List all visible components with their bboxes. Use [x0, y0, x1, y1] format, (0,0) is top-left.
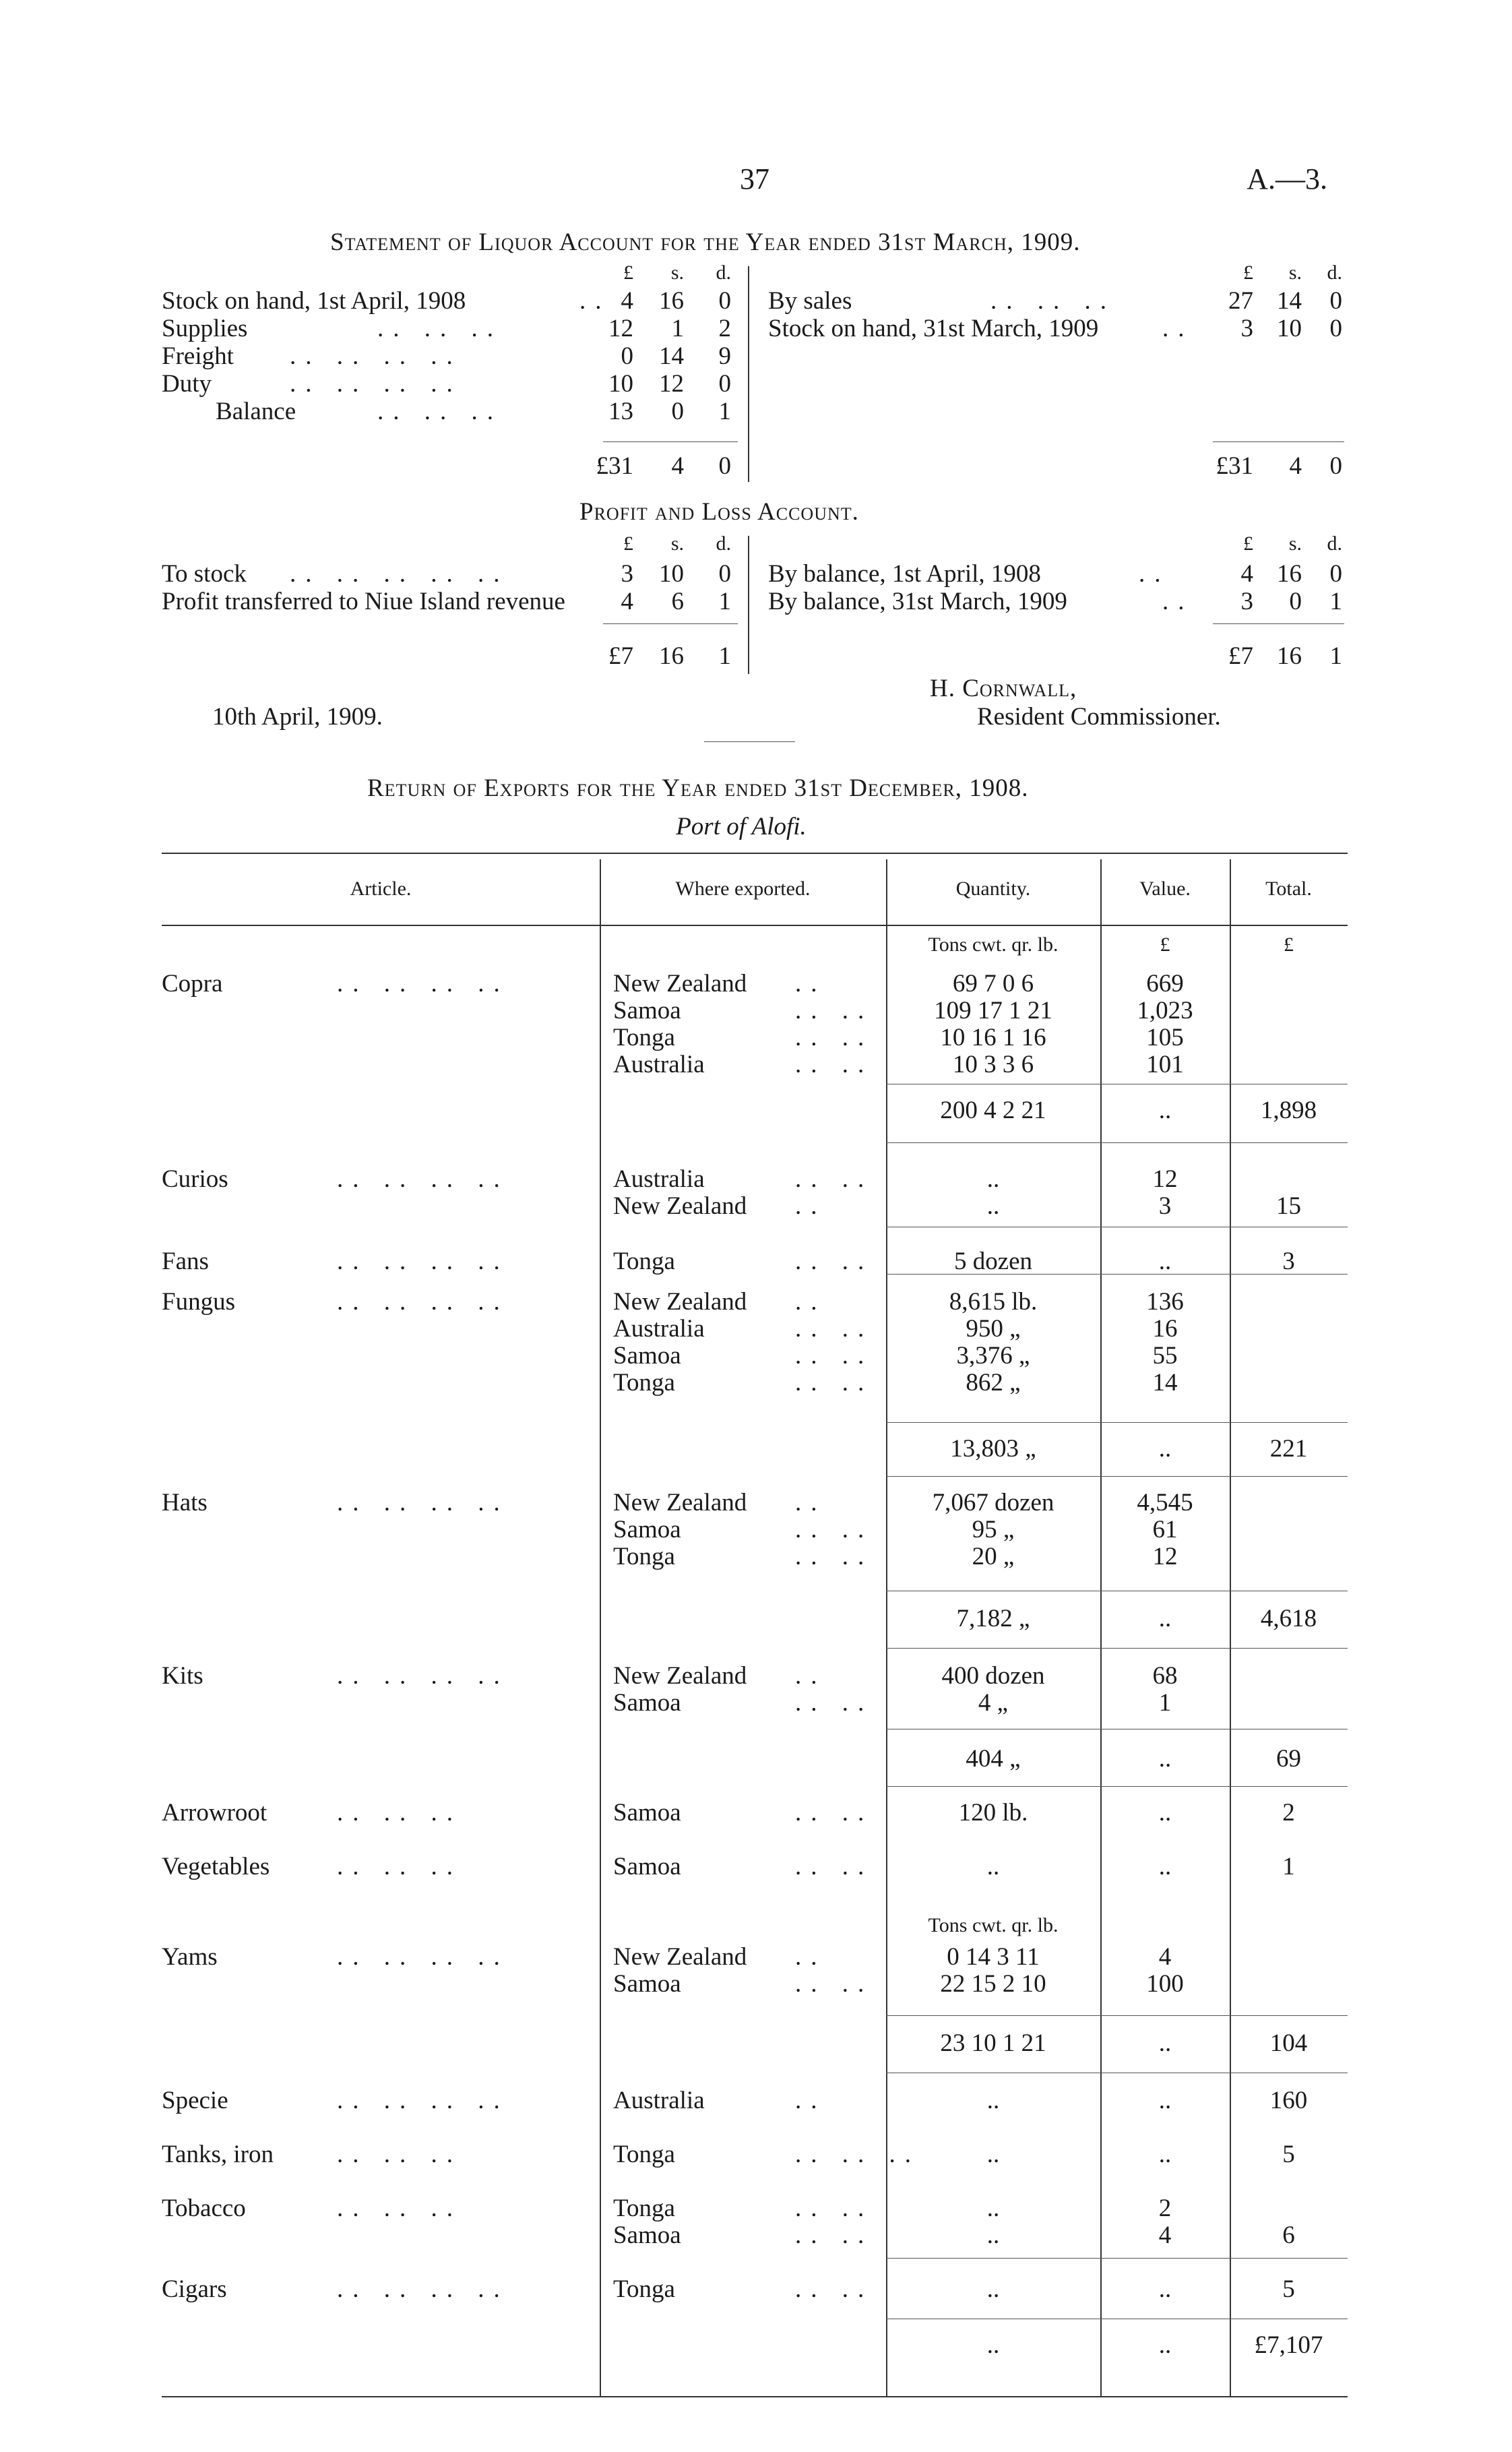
leader-dots: .. .. .. .. .. [290, 560, 509, 588]
value-cell: .. [1158, 1248, 1172, 1275]
quantity-cell: 22 15 2 10 [940, 1970, 1046, 1998]
value-cell: .. [1158, 1097, 1172, 1124]
entry-label: Balance [216, 398, 296, 425]
quantity-cell: 13,803 „ [950, 1435, 1036, 1463]
leader-dots: .. .. .. .. [337, 1662, 509, 1690]
tons-subhead: Tons cwt. qr. lb. [928, 933, 1059, 956]
liquor-account-title: Statement of Liquor Account for the Year ended 31st March, 1909. [330, 228, 1081, 256]
leader-dots: .. .. .. [337, 2195, 462, 2222]
entry-label: Stock on hand, 1st April, 1908 [162, 287, 466, 315]
leader-dots: .. .. [795, 1051, 874, 1078]
amount-shillings: 14 [1277, 287, 1302, 315]
amount-pence: 0 [718, 287, 731, 315]
article-cell: Kits [162, 1662, 203, 1690]
table-header-rule [162, 925, 1348, 926]
article-cell: Vegetables [162, 1853, 270, 1880]
quantity-cell: 120 lb. [958, 1799, 1028, 1827]
value-cell: .. [1158, 1799, 1172, 1827]
signature-date: 10th April, 1909. [212, 703, 383, 731]
quantity-cell: 4 „ [978, 1689, 1009, 1717]
leader-dots: .. [795, 1192, 827, 1220]
total-cell: 1,898 [1260, 1097, 1317, 1124]
amount-pounds: 12 [608, 315, 633, 342]
subtotal-rule [886, 1476, 1348, 1477]
quantity-cell: 95 „ [972, 1516, 1015, 1543]
value-cell: 1 [1158, 1689, 1172, 1717]
quantity-cell: .. [986, 1165, 1000, 1193]
total-pound-subhead: £ [1284, 933, 1294, 956]
destination-cell: Samoa [613, 1970, 681, 1998]
value-cell: 12 [1152, 1165, 1178, 1193]
destination-cell: Samoa [613, 997, 681, 1024]
leader-dots: .. [795, 1489, 827, 1516]
amount-pence: 1 [718, 398, 731, 425]
destination-cell: Samoa [613, 1853, 681, 1880]
section-separator [704, 741, 795, 742]
value-cell: 136 [1146, 1288, 1184, 1316]
leader-dots: .. .. [795, 1024, 874, 1051]
destination-cell: Australia [613, 1315, 705, 1343]
amount-shillings: 16 [659, 287, 684, 315]
quantity-cell: 20 „ [972, 1543, 1015, 1570]
pound-head: £ [1243, 262, 1253, 284]
destination-cell: Tonga [613, 2275, 675, 2303]
leader-dots: .. .. [795, 2275, 874, 2303]
amount-pounds: 0 [621, 342, 633, 370]
entry-label: By balance, 31st March, 1909 [768, 588, 1067, 615]
quantity-cell: .. [986, 2087, 1000, 2114]
destination-cell: Australia [613, 1051, 705, 1078]
leader-dots: .. [795, 970, 827, 998]
subtotal-rule [886, 2258, 1348, 2259]
quantity-cell: 400 dozen [941, 1662, 1045, 1690]
quantity-cell: 862 „ [966, 1369, 1021, 1397]
entry-label: Freight [162, 342, 234, 370]
table-bottom-rule [162, 2396, 1348, 2397]
total-cell: £7,107 [1254, 2331, 1323, 2359]
leader-dots: .. .. [795, 1970, 874, 1998]
subtotal-rule [886, 2015, 1348, 2016]
pence-head: d. [716, 532, 731, 555]
article-cell: Arrowroot [162, 1799, 267, 1827]
total-pounds: £31 [596, 452, 633, 480]
leader-dots: .. [1139, 560, 1170, 588]
amount-pounds: 10 [608, 370, 633, 398]
total-cell: 6 [1282, 2221, 1295, 2249]
port-subtitle: Port of Alofi. [676, 813, 807, 840]
pl-debit-total-rule [603, 623, 738, 624]
value-cell: 105 [1146, 1024, 1184, 1051]
destination-cell: Samoa [613, 1799, 681, 1827]
leader-dots: .. .. .. [337, 1853, 462, 1880]
total-shillings: 4 [671, 452, 684, 480]
leader-dots: .. [795, 1943, 827, 1971]
destination-cell: Tonga [613, 2195, 675, 2222]
subtotal-rule [886, 1142, 1348, 1143]
value-cell: .. [1158, 1745, 1172, 1773]
entry-label: Duty [162, 370, 212, 398]
leader-dots: .. .. .. [337, 2141, 462, 2168]
article-cell: Tanks, iron [162, 2141, 274, 2168]
quantity-cell: 8,615 lb. [949, 1288, 1038, 1316]
value-cell: 14 [1152, 1369, 1178, 1397]
subtotal-rule [886, 1648, 1348, 1649]
value-cell: 1,023 [1137, 997, 1193, 1024]
amount-shillings: 10 [659, 560, 684, 588]
amount-shillings: 10 [1277, 315, 1302, 342]
value-cell: .. [1158, 2087, 1172, 2114]
leader-dots: .. .. .. .. [337, 1489, 509, 1516]
amount-shillings: 6 [671, 588, 684, 615]
amount-shillings: 0 [671, 398, 684, 425]
value-cell: 16 [1152, 1315, 1178, 1343]
amount-pence: 2 [718, 315, 731, 342]
amount-pounds: 27 [1228, 287, 1253, 315]
profit-loss-title: Profit and Loss Account. [579, 498, 859, 526]
amount-shillings: 16 [1277, 560, 1302, 588]
amount-pence: 0 [718, 370, 731, 398]
leader-dots: .. .. .. .. [290, 342, 462, 370]
entry-label: To stock [162, 560, 247, 588]
leader-dots: .. .. .. [337, 1799, 462, 1827]
total-cell: 5 [1282, 2141, 1295, 2168]
document-reference: A.—3. [1247, 162, 1327, 195]
article-cell: Curios [162, 1165, 228, 1193]
total-pounds: £31 [1216, 452, 1253, 480]
value-cell: .. [1158, 2275, 1172, 2303]
shilling-head: s. [1288, 532, 1302, 555]
article-cell: Tobacco [162, 2195, 246, 2222]
article-cell: Fans [162, 1248, 209, 1275]
total-cell: 5 [1282, 2275, 1295, 2303]
amount-pence: 1 [718, 588, 731, 615]
total-cell: 1 [1282, 1853, 1295, 1880]
entry-label: Stock on hand, 31st March, 1909 [768, 315, 1099, 342]
total-cell: 15 [1276, 1192, 1301, 1220]
leader-dots: .. [1162, 588, 1194, 615]
total-shillings: 16 [1277, 642, 1302, 670]
value-cell: 101 [1146, 1051, 1184, 1078]
pence-head: d. [716, 262, 731, 284]
destination-cell: Samoa [613, 1342, 681, 1370]
total-pounds: £7 [1228, 642, 1253, 670]
amount-pence: 0 [1329, 287, 1342, 315]
entry-label: Profit transferred to Niue Island revenue [162, 588, 565, 615]
leader-dots: .. .. [795, 1315, 874, 1343]
leader-dots: .. .. [795, 1516, 874, 1543]
destination-cell: New Zealand [613, 1943, 747, 1971]
article-cell: Copra [162, 970, 223, 998]
pence-head: d. [1327, 532, 1342, 555]
total-cell: 104 [1269, 2029, 1308, 2057]
total-pence: 1 [1329, 642, 1342, 670]
quantity-cell: 7,182 „ [956, 1605, 1030, 1632]
value-cell: 61 [1152, 1516, 1178, 1543]
article-cell: Yams [162, 1943, 218, 1971]
quantity-cell: .. [986, 1192, 1000, 1220]
amount-pence: 0 [1329, 560, 1342, 588]
column-header-article: Article. [350, 878, 412, 900]
destination-cell: Tonga [613, 1248, 675, 1275]
destination-cell: Samoa [613, 2221, 681, 2249]
quantity-cell: 0 14 3 11 [947, 1943, 1040, 1971]
pound-head: £ [623, 262, 633, 284]
exports-title: Return of Exports for the Year ended 31st December, 1908. [367, 774, 1029, 802]
signatory-title: Resident Commissioner. [977, 703, 1221, 731]
quantity-cell: 200 4 2 21 [940, 1097, 1046, 1124]
quantity-cell: 109 17 1 21 [934, 997, 1052, 1024]
amount-pence: 9 [718, 342, 731, 370]
column-header-quantity: Quantity. [955, 878, 1031, 900]
value-cell: 4 [1158, 2221, 1172, 2249]
total-cell: 69 [1276, 1745, 1301, 1773]
leader-dots: .. .. .. .. [337, 2087, 509, 2114]
quantity-cell: .. [986, 2141, 1000, 2168]
amount-shillings: 14 [659, 342, 684, 370]
amount-pounds: 4 [621, 287, 633, 315]
total-cell: 2 [1282, 1799, 1295, 1827]
quantity-cell: 23 10 1 21 [940, 2029, 1046, 2057]
entry-label: By balance, 1st April, 1908 [768, 560, 1041, 588]
destination-cell: New Zealand [613, 1288, 747, 1316]
shilling-head: s. [670, 262, 684, 284]
destination-cell: New Zealand [613, 970, 747, 998]
article-cell: Specie [162, 2087, 228, 2114]
quantity-cell: .. [986, 2275, 1000, 2303]
article-cell: Fungus [162, 1288, 235, 1316]
signatory-name-text: H. Cornwall, [930, 675, 1077, 702]
column-header-value: Value. [1139, 878, 1191, 900]
destination-cell: Tonga [613, 2141, 675, 2168]
pl-divider [748, 536, 749, 674]
pound-head: £ [623, 532, 633, 555]
pence-head: d. [1327, 262, 1342, 284]
leader-dots: .. .. [795, 1689, 874, 1717]
value-cell: 4,545 [1137, 1489, 1193, 1516]
quantity-cell: .. [986, 2195, 1000, 2222]
shilling-head: s. [1288, 262, 1302, 284]
leader-dots: .. .. .. .. [337, 1288, 509, 1316]
leader-dots: .. .. .. .. [337, 1165, 509, 1193]
quantity-cell: 950 „ [966, 1315, 1021, 1343]
leader-dots: .. [795, 2087, 827, 2114]
leader-dots: .. .. .. .. [337, 1943, 509, 1971]
value-cell: .. [1158, 1853, 1172, 1880]
pl-credit-total-rule [1213, 623, 1344, 624]
value-cell: .. [1158, 2029, 1172, 2057]
subtotal-rule [886, 1786, 1348, 1787]
amount-pence: 0 [1329, 315, 1342, 342]
leader-dots: .. [579, 287, 611, 315]
quantity-cell: .. [986, 2221, 1000, 2249]
leader-dots: .. [795, 1662, 827, 1690]
quantity-cell: 10 16 1 16 [940, 1024, 1046, 1051]
total-pence: 0 [718, 452, 731, 480]
liquor-credit-total-rule [1213, 441, 1344, 442]
quantity-cell: .. [986, 2331, 1000, 2359]
value-cell: .. [1158, 2331, 1172, 2359]
table-top-rule [162, 853, 1348, 854]
total-pence: 1 [718, 642, 731, 670]
leader-dots: .. .. .. .. [290, 370, 462, 398]
total-cell: 160 [1269, 2087, 1308, 2114]
quantity-cell: 404 „ [966, 1745, 1021, 1773]
quantity-cell: 5 dozen [953, 1248, 1033, 1275]
amount-pounds: 13 [608, 398, 633, 425]
amount-pence: 1 [1329, 588, 1342, 615]
amount-pounds: 3 [621, 560, 633, 588]
leader-dots: .. .. [795, 1342, 874, 1370]
amount-shillings: 1 [671, 315, 684, 342]
leader-dots: .. .. .. .. [337, 970, 509, 998]
destination-cell: New Zealand [613, 1192, 747, 1220]
value-cell: 4 [1158, 1943, 1172, 1971]
quantity-cell: 3,376 „ [956, 1342, 1030, 1370]
leader-dots: .. .. .. [377, 398, 503, 425]
leader-dots: .. [1162, 315, 1194, 342]
value-cell: 12 [1152, 1543, 1178, 1570]
destination-cell: Tonga [613, 1369, 675, 1397]
leader-dots: .. .. .. .. [337, 1248, 509, 1275]
value-cell: .. [1158, 1435, 1172, 1463]
leader-dots: .. .. [795, 2221, 874, 2249]
leader-dots: .. .. [795, 1543, 874, 1570]
page-number: 37 [740, 162, 769, 195]
leader-dots: .. .. [795, 2195, 874, 2222]
leader-dots: .. .. [795, 997, 874, 1024]
destination-cell: Australia [613, 2087, 705, 2114]
shilling-head: s. [670, 532, 684, 555]
article-cell: Hats [162, 1489, 208, 1516]
liquor-divider [748, 266, 749, 482]
liquor-debit-total-rule [603, 441, 738, 442]
pound-head: £ [1243, 532, 1253, 555]
leader-dots: .. .. [795, 1248, 874, 1275]
column-header-destination: Where exported. [675, 878, 811, 900]
quantity-cell: 10 3 3 6 [952, 1051, 1034, 1078]
quantity-cell: 69 7 0 6 [952, 970, 1034, 998]
value-cell: 2 [1158, 2195, 1172, 2222]
amount-shillings: 12 [659, 370, 684, 398]
leader-dots: .. .. [795, 1853, 874, 1880]
value-cell: .. [1158, 1605, 1172, 1632]
amount-pounds: 4 [621, 588, 633, 615]
total-pence: 0 [1329, 452, 1342, 480]
entry-label: Supplies [162, 315, 248, 342]
column-divider [600, 859, 601, 2396]
value-cell: 3 [1158, 1192, 1172, 1220]
total-shillings: 4 [1289, 452, 1302, 480]
total-cell: 4,618 [1260, 1605, 1317, 1632]
amount-pence: 0 [718, 560, 731, 588]
tons-subhead: Tons cwt. qr. lb. [928, 1914, 1059, 1936]
article-cell: Cigars [162, 2275, 227, 2303]
destination-cell: Samoa [613, 1689, 681, 1717]
leader-dots: .. .. [795, 1799, 874, 1827]
leader-dots: .. [795, 1288, 827, 1316]
leader-dots: .. .. .. [377, 315, 503, 342]
value-cell: .. [1158, 2141, 1172, 2168]
entry-label: By sales [768, 287, 852, 315]
destination-cell: New Zealand [613, 1489, 747, 1516]
quantity-cell: .. [986, 1853, 1000, 1880]
leader-dots: .. .. [795, 1165, 874, 1193]
leader-dots: .. .. .. .. [337, 2275, 509, 2303]
leader-dots: .. .. .. [990, 287, 1116, 315]
value-cell: 55 [1152, 1342, 1178, 1370]
subtotal-rule [886, 1422, 1348, 1423]
leader-dots: .. .. [795, 1369, 874, 1397]
leader-dots: .. .. .. [795, 2141, 920, 2168]
destination-cell: Australia [613, 1165, 705, 1193]
total-pounds: £7 [608, 642, 633, 670]
total-cell: 3 [1282, 1248, 1295, 1275]
total-shillings: 16 [659, 642, 684, 670]
amount-pounds: 4 [1240, 560, 1253, 588]
destination-cell: Tonga [613, 1543, 675, 1570]
amount-pounds: 3 [1240, 588, 1253, 615]
amount-pounds: 3 [1240, 315, 1253, 342]
amount-shillings: 0 [1289, 588, 1302, 615]
destination-cell: New Zealand [613, 1662, 747, 1690]
value-pound-subhead: £ [1160, 933, 1170, 956]
value-cell: 669 [1146, 970, 1184, 998]
column-header-total: Total. [1265, 878, 1312, 900]
destination-cell: Samoa [613, 1516, 681, 1543]
total-cell: 221 [1269, 1435, 1308, 1463]
signatory-name [930, 674, 1077, 703]
value-cell: 68 [1152, 1662, 1178, 1690]
value-cell: 100 [1146, 1970, 1184, 1998]
quantity-cell: 7,067 dozen [932, 1489, 1054, 1516]
destination-cell: Tonga [613, 1024, 675, 1051]
